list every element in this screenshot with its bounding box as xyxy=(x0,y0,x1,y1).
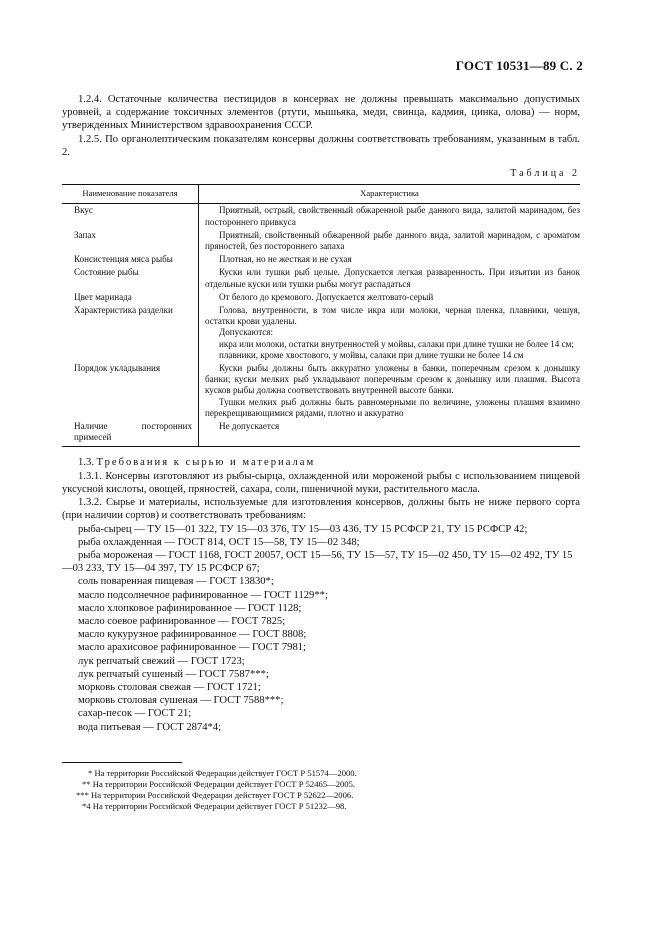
footnote: * На территории Российской Федерации действует ГОСТ Р 51574—2000. xyxy=(88,767,357,778)
table-caption: Таблица 2 xyxy=(510,168,580,180)
characteristic-line: плавники, кроме хвостового, у мойвы, салаки при длине тушки не более 14 см xyxy=(219,349,524,360)
table-row xyxy=(62,420,580,447)
material-item: масло кукурузное рафинированное — ГОСТ 8808; xyxy=(78,629,307,641)
material-item: лук репчатый свежий — ГОСТ 1723; xyxy=(78,655,245,667)
material-item: масло хлопковое рафинированное — ГОСТ 1128; xyxy=(78,602,302,614)
table-row xyxy=(62,204,580,229)
indicator-name-cell: Цвет маринада xyxy=(62,291,199,304)
footnotes xyxy=(62,768,580,813)
material-item: масло соевое рафинированное — ГОСТ 7825; xyxy=(78,615,286,627)
characteristic-line: Приятный, свойственный обжаренной рыбе данного вида, залитой маринадом, с ароматом пряностей, без постороннего запаха xyxy=(205,229,580,252)
table-row xyxy=(62,362,580,420)
characteristic-cell xyxy=(199,266,581,290)
column-header-indicator: Наименование показателя xyxy=(62,185,199,204)
indicator-name-cell: Характеристика разделки xyxy=(62,304,199,362)
table-row xyxy=(62,291,580,304)
material-item: сахар-песок — ГОСТ 21; xyxy=(78,708,192,720)
footnote: *4 На территории Российской Федерации действует ГОСТ Р 51232—98. xyxy=(82,801,347,812)
table-row xyxy=(62,253,580,266)
characteristic-line: Голова, внутренности, в том числе икра или молоки, черная пленка, плавники, чешуя, остатки крови удалены. xyxy=(205,305,580,327)
characteristic-line: икра или молоки, остатки внутренностей у мойвы, салаки при длине тушки не более 14 см; xyxy=(219,338,574,349)
characteristic-line: Куски рыбы должны быть аккуратно уложены в банки, поперечным срезом к донышку банки; куски мелких рыб укладывают поперечным срезом к донышку или плашмя. Высота кусков рыбы должна соответствовать внутренней высоте банки. xyxy=(205,363,580,396)
characteristic-cell xyxy=(199,304,581,362)
material-item: рыба мороженая — ГОСТ 1168, ГОСТ 20057, ОСТ 15—56, ТУ 15—57, ТУ 15—02 450, ТУ 15—02 492, ТУ 15—03 233, ТУ 15—04 397, ТУ 15 РСФСР 67; xyxy=(62,549,573,575)
material-item: рыба-сырец — ТУ 15—01 322, ТУ 15—03 376, ТУ 15—03 436, ТУ 15 РСФСР 21, ТУ 15 РСФСР 42; xyxy=(78,523,528,535)
footnote-separator xyxy=(62,762,182,763)
characteristic-cell xyxy=(199,253,581,266)
material-item: вода питьевая — ГОСТ 2874*4; xyxy=(78,721,222,733)
material-item: масло подсолнечное рафинированное — ГОСТ 1129**; xyxy=(78,589,328,601)
indicator-name-cell: Консистенция мяса рыбы xyxy=(62,253,199,266)
characteristic-cell xyxy=(199,229,581,253)
paragraph-1-3-1: 1.3.1. Консервы изготовляют из рыбы-сырца, охлажденной или мороженой рыбы с использованием пищевой уксусной кислоты, овощей, пряностей, сахара, соли, пшеничной муки, растительного масла. xyxy=(62,470,580,495)
paragraph-1-3-2: 1.3.2. Сырье и материалы, используемые для изготовления консервов, должны быть не ниже первого сорта (при наличии сортов) и соответствовать требованиям: xyxy=(62,497,580,522)
paragraph-1-2-4: 1.2.4. Остаточные количества пестицидов в консервах не должны превышать максимально допустимых уровней, а содержание токсичных элементов (ртути, мышьяка, меди, свинца, кадмия, цинка, олова) — норм, утвержденных Министерством здравоохранения СССР. xyxy=(62,94,580,132)
table-row xyxy=(62,266,580,290)
characteristic-line: Допускаются: xyxy=(219,327,274,338)
indicator-name-cell: Наличие посторонних примесей xyxy=(62,420,199,447)
characteristic-line: Тушки мелких рыб должны быть равномерными по величине, уложены плашмя взаимно перекрещивающимися рядами, плотно и аккуратно xyxy=(205,396,580,418)
organoleptic-table xyxy=(62,184,580,447)
characteristic-line: От белого до кремового. Допускается желтовато-серый xyxy=(219,291,434,302)
characteristic-line: Не допускается xyxy=(219,421,280,432)
document-body xyxy=(62,93,580,813)
characteristic-cell xyxy=(199,291,581,304)
characteristic-cell xyxy=(199,362,581,420)
paragraph-1-2-5: 1.2.5. По органолептическим показателям консервы должны соответствовать требованиям, указанным в табл. 2. xyxy=(62,133,580,158)
table-header-row xyxy=(62,185,580,204)
characteristic-cell xyxy=(199,204,581,229)
footnote: *** На территории Российской Федерации действует ГОСТ Р 52622—2006. xyxy=(76,790,354,801)
footnote: ** На территории Российской Федерации действует ГОСТ Р 52465—2005. xyxy=(82,778,356,789)
table-row xyxy=(62,304,580,362)
material-item: соль поваренная пищевая — ГОСТ 13830*; xyxy=(78,576,274,588)
indicator-name-cell: Состояние рыбы xyxy=(62,266,199,290)
indicator-name-cell: Порядок укладывания xyxy=(62,362,199,420)
section-title: Требования к сырью и материалам xyxy=(96,457,316,469)
material-item: морковь столовая сушеная — ГОСТ 7588***; xyxy=(78,695,284,707)
materials-list xyxy=(62,523,580,734)
material-item: масло арахисовое рафинированное — ГОСТ 7981; xyxy=(78,642,306,654)
section-1-3-heading xyxy=(62,456,580,469)
material-item: лук репчатый сушеный — ГОСТ 7587***; xyxy=(78,668,269,680)
table-body xyxy=(62,204,580,447)
material-item: морковь столовая свежая — ГОСТ 1721; xyxy=(78,681,261,693)
section-number: 1.3. xyxy=(78,457,94,469)
page-header: ГОСТ 10531—89 С. 2 xyxy=(455,58,583,73)
characteristic-cell xyxy=(199,420,581,447)
column-header-characteristic: Характеристика xyxy=(199,185,581,204)
indicator-name-cell: Вкус xyxy=(62,204,199,229)
characteristic-line: Приятный, острый, свойственный обжаренной рыбе данного вида, залитой маринадом, без постороннего привкуса xyxy=(205,205,580,227)
table-row xyxy=(62,229,580,253)
indicator-name-cell: Запах xyxy=(62,229,199,253)
characteristic-line: Куски или тушки рыб целые. Допускается легкая разваренность. При изъятии из банок отдельные куски или тушки рыбы могут распадаться xyxy=(205,267,580,289)
characteristic-line: Плотная, но не жесткая и не сухая xyxy=(219,254,352,265)
material-item: рыба охлажденная — ГОСТ 814, ОСТ 15—58, ТУ 15—02 348; xyxy=(78,536,360,548)
